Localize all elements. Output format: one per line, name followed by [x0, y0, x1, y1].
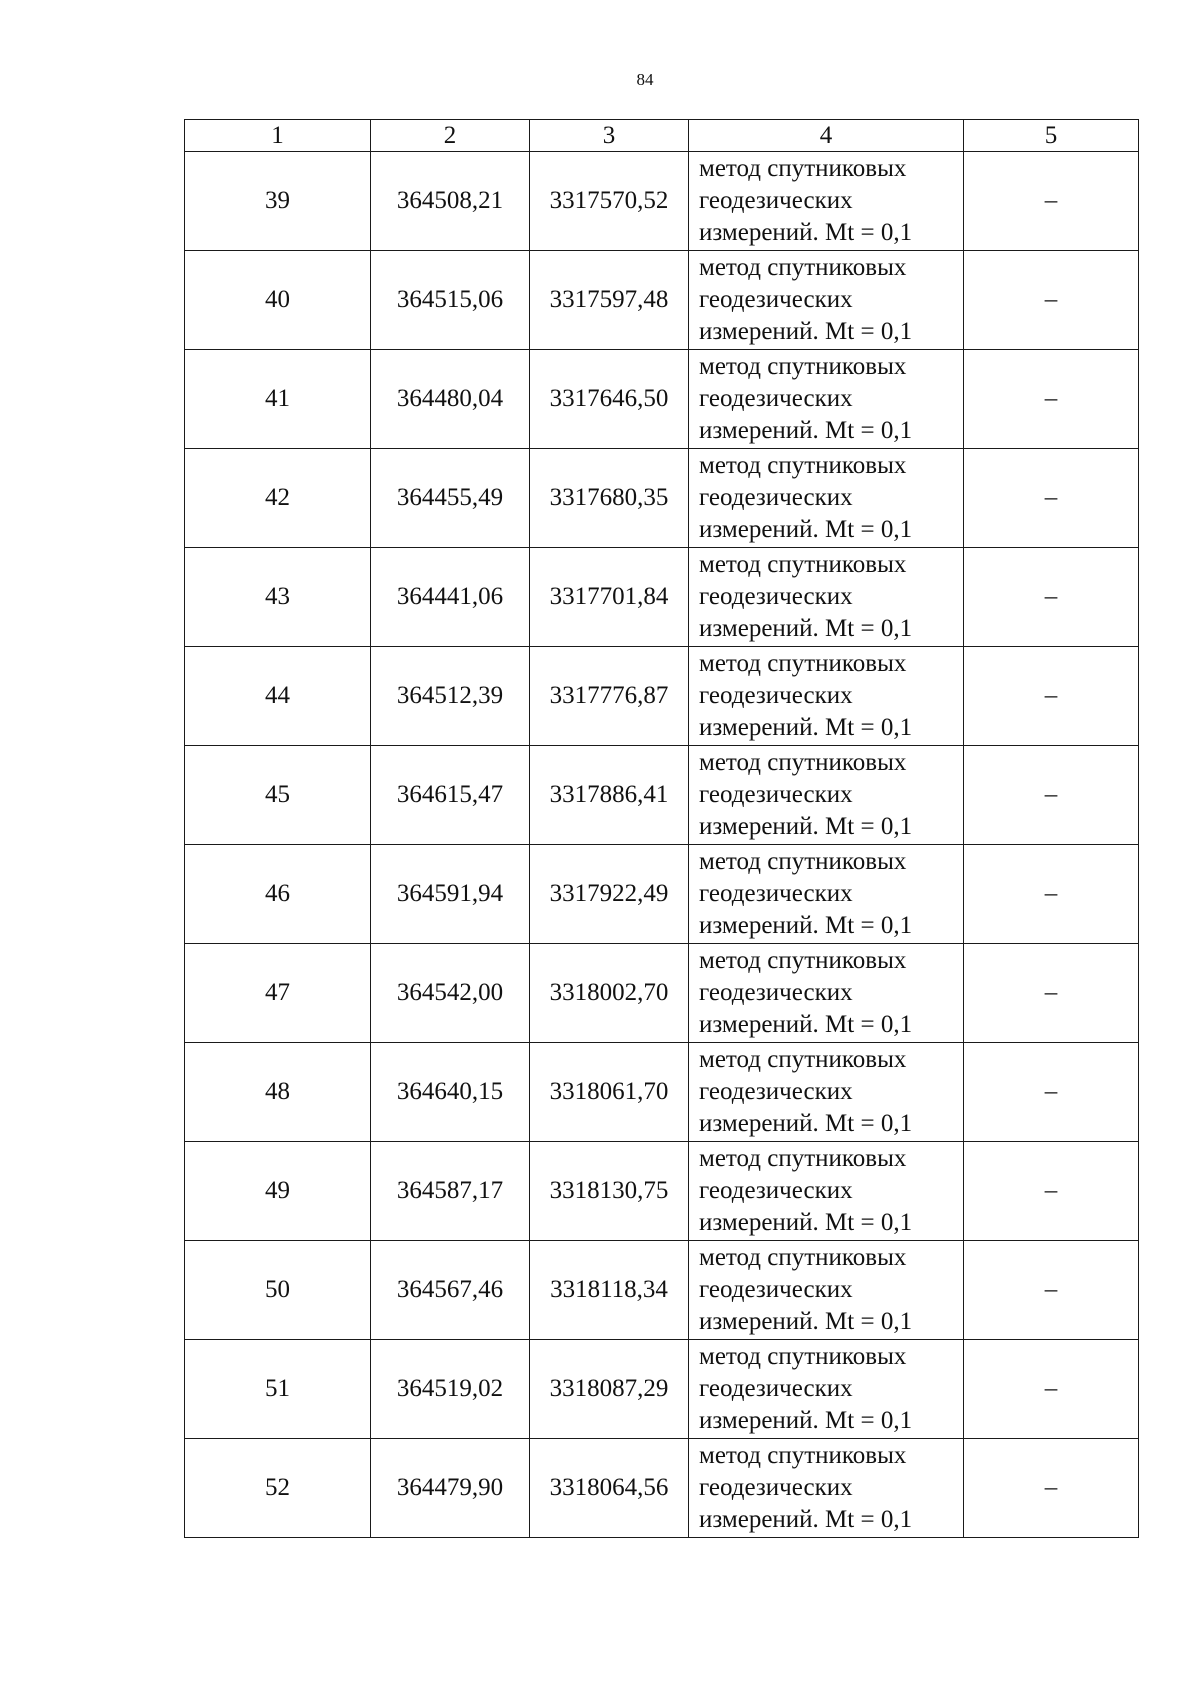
method-line: измерений. Mt = 0,1	[699, 912, 913, 939]
x-coordinate-cell: 364441,06	[371, 548, 530, 647]
x-coordinate-cell: 364542,00	[371, 944, 530, 1043]
method-line: измерений. Mt = 0,1	[699, 813, 913, 840]
method-cell	[689, 152, 964, 251]
method-line: геодезических	[699, 1474, 853, 1501]
column-header: 4	[689, 120, 964, 152]
column-header: 5	[964, 120, 1139, 152]
x-coordinate-cell: 364515,06	[371, 251, 530, 350]
method-line: геодезических	[699, 583, 853, 610]
method-line: метод спутниковых	[699, 1046, 907, 1073]
method-line: измерений. Mt = 0,1	[699, 615, 913, 642]
x-coordinate-cell: 364455,49	[371, 449, 530, 548]
method-cell	[689, 647, 964, 746]
y-coordinate-cell: 3317570,52	[530, 152, 689, 251]
point-number-cell: 44	[185, 647, 371, 746]
point-number-cell: 48	[185, 1043, 371, 1142]
method-line: геодезических	[699, 484, 853, 511]
method-line: метод спутниковых	[699, 155, 907, 182]
method-line: измерений. Mt = 0,1	[699, 1209, 913, 1236]
method-line: геодезических	[699, 979, 853, 1006]
point-number-cell: 51	[185, 1340, 371, 1439]
method-line: измерений. Mt = 0,1	[699, 1308, 913, 1335]
method-cell	[689, 1142, 964, 1241]
note-cell: –	[964, 1142, 1139, 1241]
method-line: геодезических	[699, 385, 853, 412]
method-line: метод спутниковых	[699, 254, 907, 281]
method-line: метод спутниковых	[699, 1244, 907, 1271]
method-cell	[689, 845, 964, 944]
table-row	[185, 845, 1139, 944]
note-cell: –	[964, 152, 1139, 251]
point-number-cell: 50	[185, 1241, 371, 1340]
method-line: геодезических	[699, 187, 853, 214]
x-coordinate-cell: 364508,21	[371, 152, 530, 251]
method-line: метод спутниковых	[699, 551, 907, 578]
method-line: метод спутниковых	[699, 1145, 907, 1172]
x-coordinate-cell: 364567,46	[371, 1241, 530, 1340]
y-coordinate-cell: 3318064,56	[530, 1439, 689, 1538]
method-cell	[689, 1043, 964, 1142]
note-cell: –	[964, 746, 1139, 845]
x-coordinate-cell: 364479,90	[371, 1439, 530, 1538]
y-coordinate-cell: 3317701,84	[530, 548, 689, 647]
column-header: 2	[371, 120, 530, 152]
y-coordinate-cell: 3317922,49	[530, 845, 689, 944]
point-number-cell: 43	[185, 548, 371, 647]
note-cell: –	[964, 944, 1139, 1043]
x-coordinate-cell: 364615,47	[371, 746, 530, 845]
point-number-cell: 46	[185, 845, 371, 944]
method-line: метод спутниковых	[699, 1343, 907, 1370]
note-cell: –	[964, 845, 1139, 944]
note-cell: –	[964, 1241, 1139, 1340]
method-line: метод спутниковых	[699, 749, 907, 776]
note-cell: –	[964, 548, 1139, 647]
x-coordinate-cell: 364591,94	[371, 845, 530, 944]
method-line: метод спутниковых	[699, 947, 907, 974]
table-row	[185, 1142, 1139, 1241]
method-cell	[689, 1439, 964, 1538]
point-number-cell: 49	[185, 1142, 371, 1241]
table-row	[185, 1340, 1139, 1439]
method-line: измерений. Mt = 0,1	[699, 219, 913, 246]
y-coordinate-cell: 3318130,75	[530, 1142, 689, 1241]
point-number-cell: 39	[185, 152, 371, 251]
method-line: геодезических	[699, 1375, 853, 1402]
method-line: метод спутниковых	[699, 650, 907, 677]
y-coordinate-cell: 3318002,70	[530, 944, 689, 1043]
point-number-cell: 40	[185, 251, 371, 350]
table-header-row	[185, 120, 1139, 152]
y-coordinate-cell: 3317886,41	[530, 746, 689, 845]
column-header: 3	[530, 120, 689, 152]
method-cell	[689, 350, 964, 449]
x-coordinate-cell: 364480,04	[371, 350, 530, 449]
y-coordinate-cell: 3318118,34	[530, 1241, 689, 1340]
table-row	[185, 449, 1139, 548]
x-coordinate-cell: 364519,02	[371, 1340, 530, 1439]
coordinates-table	[184, 119, 1139, 1538]
table-row	[185, 944, 1139, 1043]
method-cell	[689, 251, 964, 350]
method-line: измерений. Mt = 0,1	[699, 417, 913, 444]
method-line: метод спутниковых	[699, 1442, 907, 1469]
table-row	[185, 647, 1139, 746]
y-coordinate-cell: 3317776,87	[530, 647, 689, 746]
method-line: геодезических	[699, 682, 853, 709]
note-cell: –	[964, 1439, 1139, 1538]
note-cell: –	[964, 251, 1139, 350]
method-line: метод спутниковых	[699, 848, 907, 875]
point-number-cell: 42	[185, 449, 371, 548]
method-line: геодезических	[699, 1276, 853, 1303]
table-row	[185, 746, 1139, 845]
method-cell	[689, 1340, 964, 1439]
x-coordinate-cell: 364512,39	[371, 647, 530, 746]
table-row	[185, 1241, 1139, 1340]
y-coordinate-cell: 3318061,70	[530, 1043, 689, 1142]
table-row	[185, 1043, 1139, 1142]
x-coordinate-cell: 364640,15	[371, 1043, 530, 1142]
note-cell: –	[964, 350, 1139, 449]
method-cell	[689, 944, 964, 1043]
y-coordinate-cell: 3318087,29	[530, 1340, 689, 1439]
point-number-cell: 47	[185, 944, 371, 1043]
table-row	[185, 152, 1139, 251]
method-line: измерений. Mt = 0,1	[699, 318, 913, 345]
point-number-cell: 52	[185, 1439, 371, 1538]
page-number: 84	[636, 70, 654, 89]
method-cell	[689, 548, 964, 647]
table-body	[185, 152, 1139, 1538]
column-header: 1	[185, 120, 371, 152]
table-row	[185, 1439, 1139, 1538]
method-line: геодезических	[699, 1177, 853, 1204]
note-cell: –	[964, 1043, 1139, 1142]
method-line: измерений. Mt = 0,1	[699, 1407, 913, 1434]
method-line: измерений. Mt = 0,1	[699, 1110, 913, 1137]
method-line: измерений. Mt = 0,1	[699, 1011, 913, 1038]
point-number-cell: 41	[185, 350, 371, 449]
note-cell: –	[964, 449, 1139, 548]
note-cell: –	[964, 647, 1139, 746]
method-cell	[689, 449, 964, 548]
method-line: измерений. Mt = 0,1	[699, 1506, 913, 1533]
x-coordinate-cell: 364587,17	[371, 1142, 530, 1241]
y-coordinate-cell: 3317680,35	[530, 449, 689, 548]
note-cell: –	[964, 1340, 1139, 1439]
method-line: метод спутниковых	[699, 353, 907, 380]
method-line: метод спутниковых	[699, 452, 907, 479]
table-row	[185, 251, 1139, 350]
y-coordinate-cell: 3317597,48	[530, 251, 689, 350]
method-cell	[689, 746, 964, 845]
method-line: геодезических	[699, 880, 853, 907]
point-number-cell: 45	[185, 746, 371, 845]
method-line: геодезических	[699, 1078, 853, 1105]
y-coordinate-cell: 3317646,50	[530, 350, 689, 449]
table-row	[185, 350, 1139, 449]
table-row	[185, 548, 1139, 647]
method-line: измерений. Mt = 0,1	[699, 714, 913, 741]
method-line: геодезических	[699, 781, 853, 808]
method-cell	[689, 1241, 964, 1340]
method-line: измерений. Mt = 0,1	[699, 516, 913, 543]
method-line: геодезических	[699, 286, 853, 313]
